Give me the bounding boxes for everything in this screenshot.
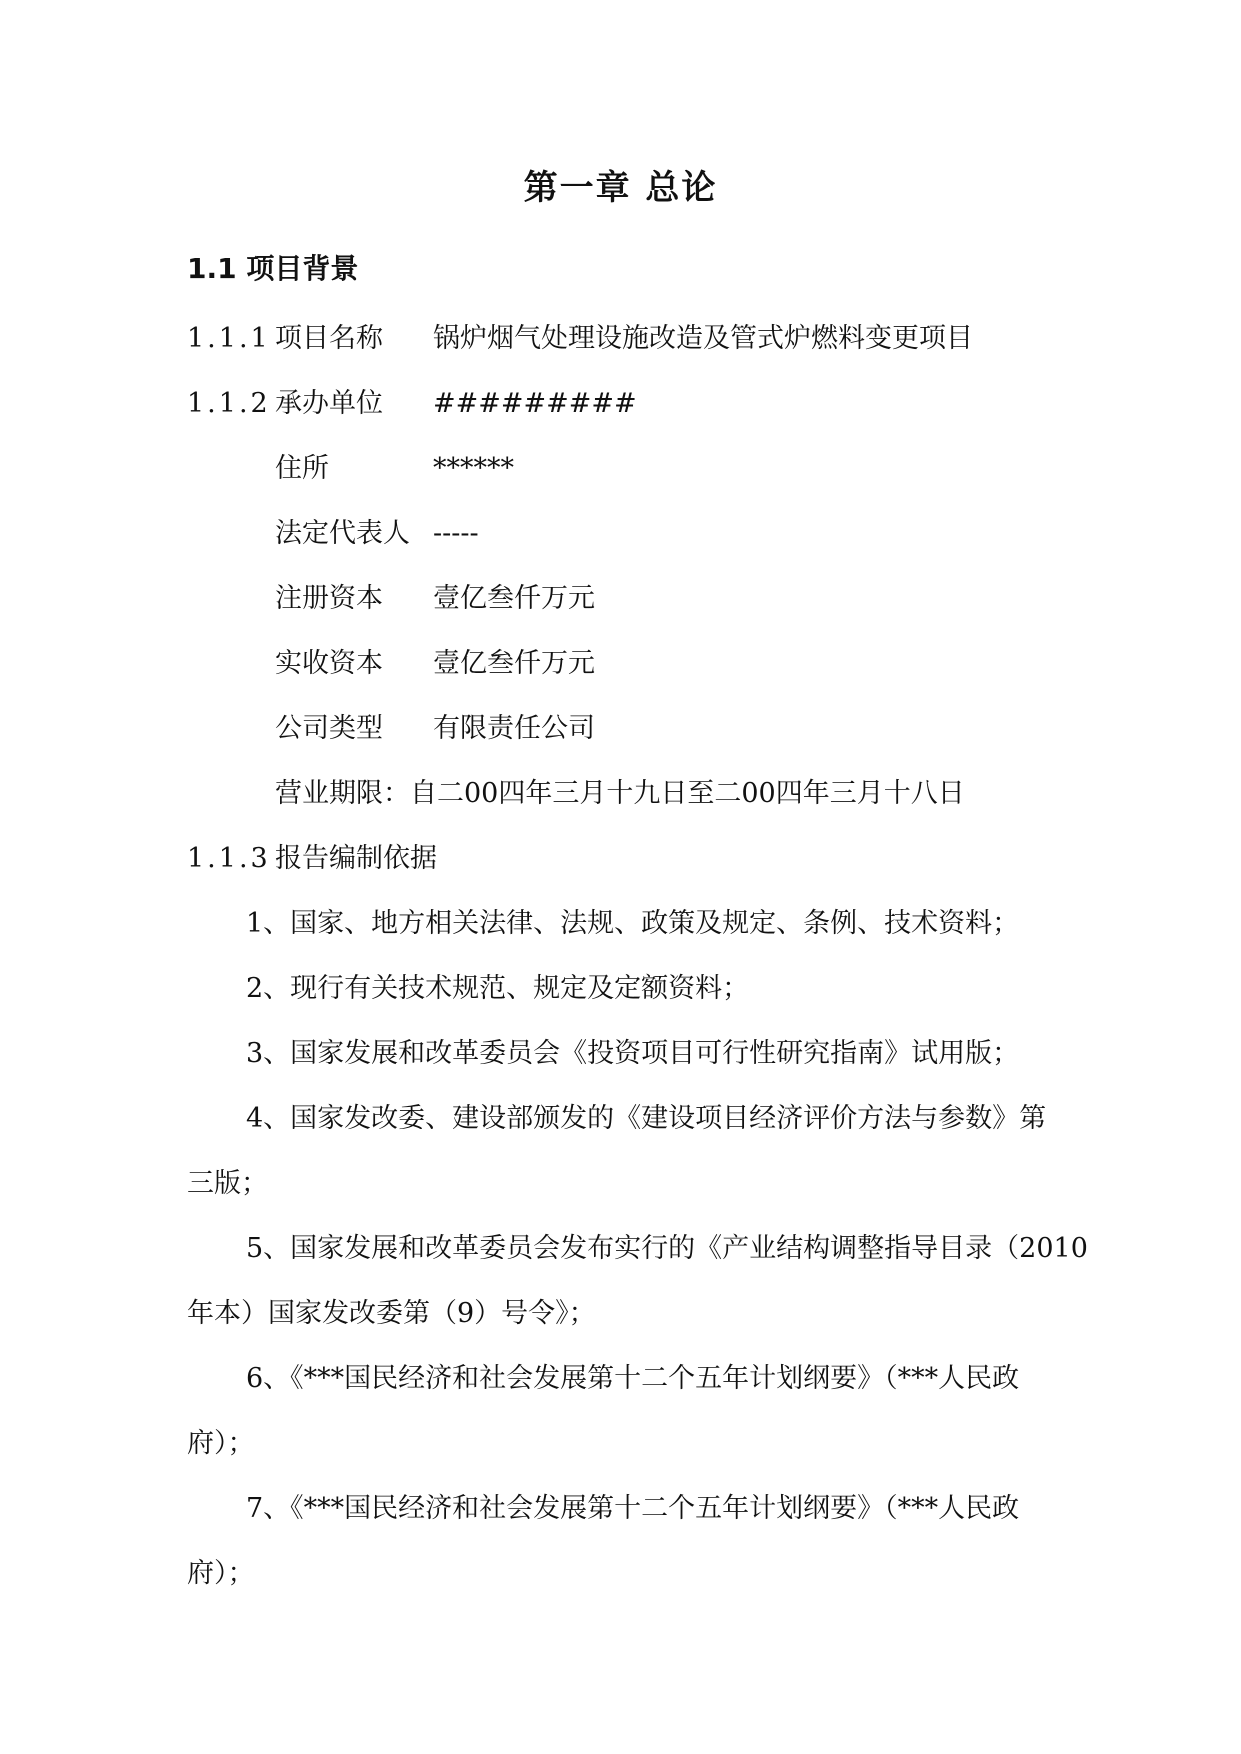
chapter-title: 第一章 总论: [523, 168, 718, 208]
value-organizer: #########: [433, 388, 637, 419]
label-company-type: 公司类型: [275, 713, 383, 744]
basis-item-2: 2、现行有关技术规范、规定及定额资料；: [246, 973, 750, 1004]
item-number-project-name: 1.1.1: [187, 323, 271, 354]
label-paid-capital: 实收资本: [275, 648, 383, 679]
label-project-name: 项目名称: [275, 323, 383, 354]
item-number-organizer: 1.1.2: [187, 388, 271, 419]
value-legal-rep: -----: [433, 518, 479, 549]
value-company-type: 有限责任公司: [433, 713, 595, 744]
basis-item-1: 1、国家、地方相关法律、法规、政策及规定、条例、技术资料；: [246, 908, 1020, 939]
label-registered-capital: 注册资本: [275, 583, 383, 614]
business-term: 营业期限：自二00四年三月十九日至二00四年三月十八日: [275, 778, 965, 809]
section-title: 1.1 项目背景: [187, 252, 359, 285]
value-project-name: 锅炉烟气处理设施改造及管式炉燃料变更项目: [433, 323, 973, 354]
basis-item-4-cont: 三版；: [187, 1168, 268, 1199]
basis-item-6-cont: 府）；: [187, 1428, 255, 1459]
label-legal-rep: 法定代表人: [275, 518, 410, 549]
value-paid-capital: 壹亿叁仟万元: [433, 648, 595, 679]
value-registered-capital: 壹亿叁仟万元: [433, 583, 595, 614]
basis-item-7-cont: 府）；: [187, 1558, 255, 1589]
basis-item-3: 3、国家发展和改革委员会《投资项目可行性研究指南》试用版；: [246, 1038, 1020, 1069]
label-address: 住所: [275, 453, 329, 484]
label-organizer: 承办单位: [275, 388, 383, 419]
basis-item-7: 7、《***国民经济和社会发展第十二个五年计划纲要》（***人民政: [246, 1493, 1020, 1524]
value-address: ******: [433, 453, 514, 484]
item-number-basis: 1.1.3: [187, 843, 271, 874]
basis-item-5: 5、国家发展和改革委员会发布实行的《产业结构调整指导目录（2010: [246, 1233, 1088, 1264]
basis-item-5-cont: 年本）国家发改委第（9）号令》；: [187, 1298, 596, 1329]
basis-item-6: 6、《***国民经济和社会发展第十二个五年计划纲要》（***人民政: [246, 1363, 1020, 1394]
basis-item-4: 4、国家发改委、建设部颁发的《建设项目经济评价方法与参数》第: [246, 1103, 1047, 1134]
basis-title: 报告编制依据: [275, 843, 437, 874]
